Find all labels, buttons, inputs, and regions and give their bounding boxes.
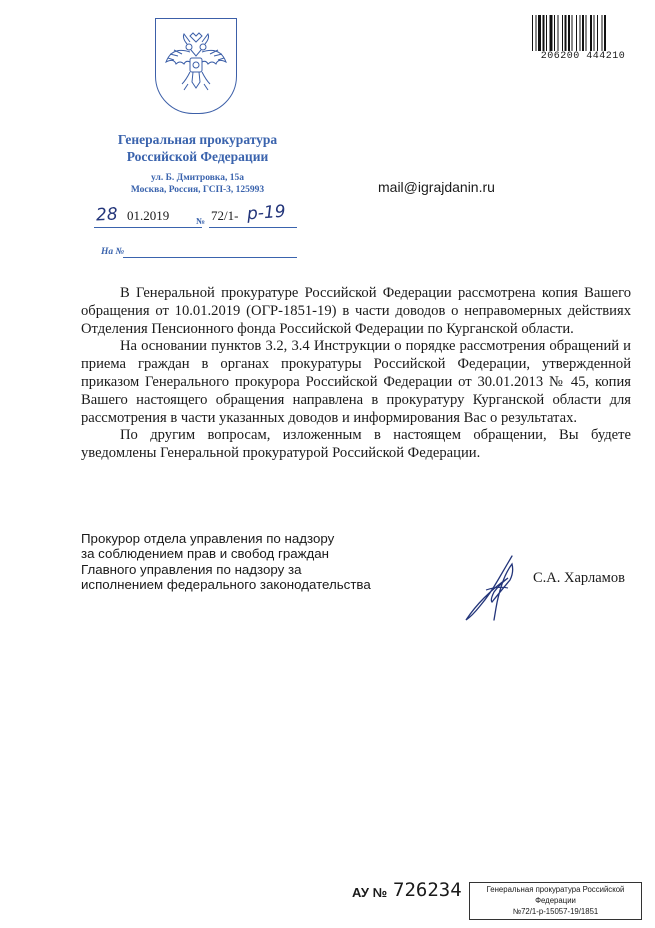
signatory-position (81, 531, 401, 593)
stamp-line: №72/1-р-15057-19/1851 (512, 907, 599, 916)
handwritten-signature (450, 550, 540, 625)
position-line: Главного управления по надзору за (81, 561, 302, 577)
registration-stamp (469, 882, 642, 920)
coat-of-arms-icon (160, 28, 232, 100)
body-paragraph: На основании пунктов 3.2, 3.4 Инструкции о порядке рассмотрения обращений и приема граждан в органах прокуратуры Российской Федерации, утвержденной приказом Генерального прокурора Российской Федерации от 30.01.2013 № 45, копия Вашего настоящего обращения направлена в прокуратуру Курганской области для рассмотрения в части указанных доводов и информирования Вас о результатах. (81, 338, 631, 426)
date-printed: 01.2019 (127, 208, 170, 223)
address-line2: Москва, Россия, ГСП-3, 125993 (130, 185, 265, 195)
signatory-name: С.А. Харламов (533, 570, 625, 586)
position-line: за соблюдением прав и свобод граждан (81, 546, 330, 562)
recipient-email: mail@igrajdanin.ru (378, 179, 495, 195)
letter-body (81, 285, 631, 463)
org-name-line1: Генеральная прокуратура (117, 132, 278, 147)
position-line: Прокурор отдела управления по надзору (81, 531, 335, 546)
form-label: АУ № (352, 885, 388, 900)
reply-to-underline (123, 257, 297, 258)
address-line1: ул. Б. Дмитровка, 15а (151, 173, 244, 183)
body-paragraph: По другим вопросам, изложенным в настоящем обращении, Вы будете уведомлены Генеральной прокуратурой Российской Федерации. (81, 427, 631, 462)
org-name-line2: Российской Федерации (126, 149, 269, 164)
position-line: исполнением федерального законодательства (81, 577, 371, 593)
number-sign: № (196, 216, 206, 226)
date-handwritten: 28 (95, 204, 119, 226)
stamp-line: Генеральная прокуратура Российской (486, 885, 625, 894)
body-paragraph: В Генеральной прокуратуре Российской Федерации рассмотрена копия Вашего обращения от 10.01.2019 (ОГР-1851-19) в части доводов о неправомерных действиях Отделения Пенсионного фонда Российской Федерации по Курганской области. (81, 285, 631, 337)
date-underline (94, 227, 202, 228)
barcode-digits: 206200 444210 (530, 51, 636, 62)
number-underline (209, 227, 297, 228)
number-handwritten: р-19 (246, 201, 287, 225)
reply-to-label: На № (101, 247, 125, 257)
form-number: 726234 (393, 879, 462, 901)
number-printed: 72/1- (211, 208, 239, 223)
stamp-line: Федерации (535, 896, 576, 905)
